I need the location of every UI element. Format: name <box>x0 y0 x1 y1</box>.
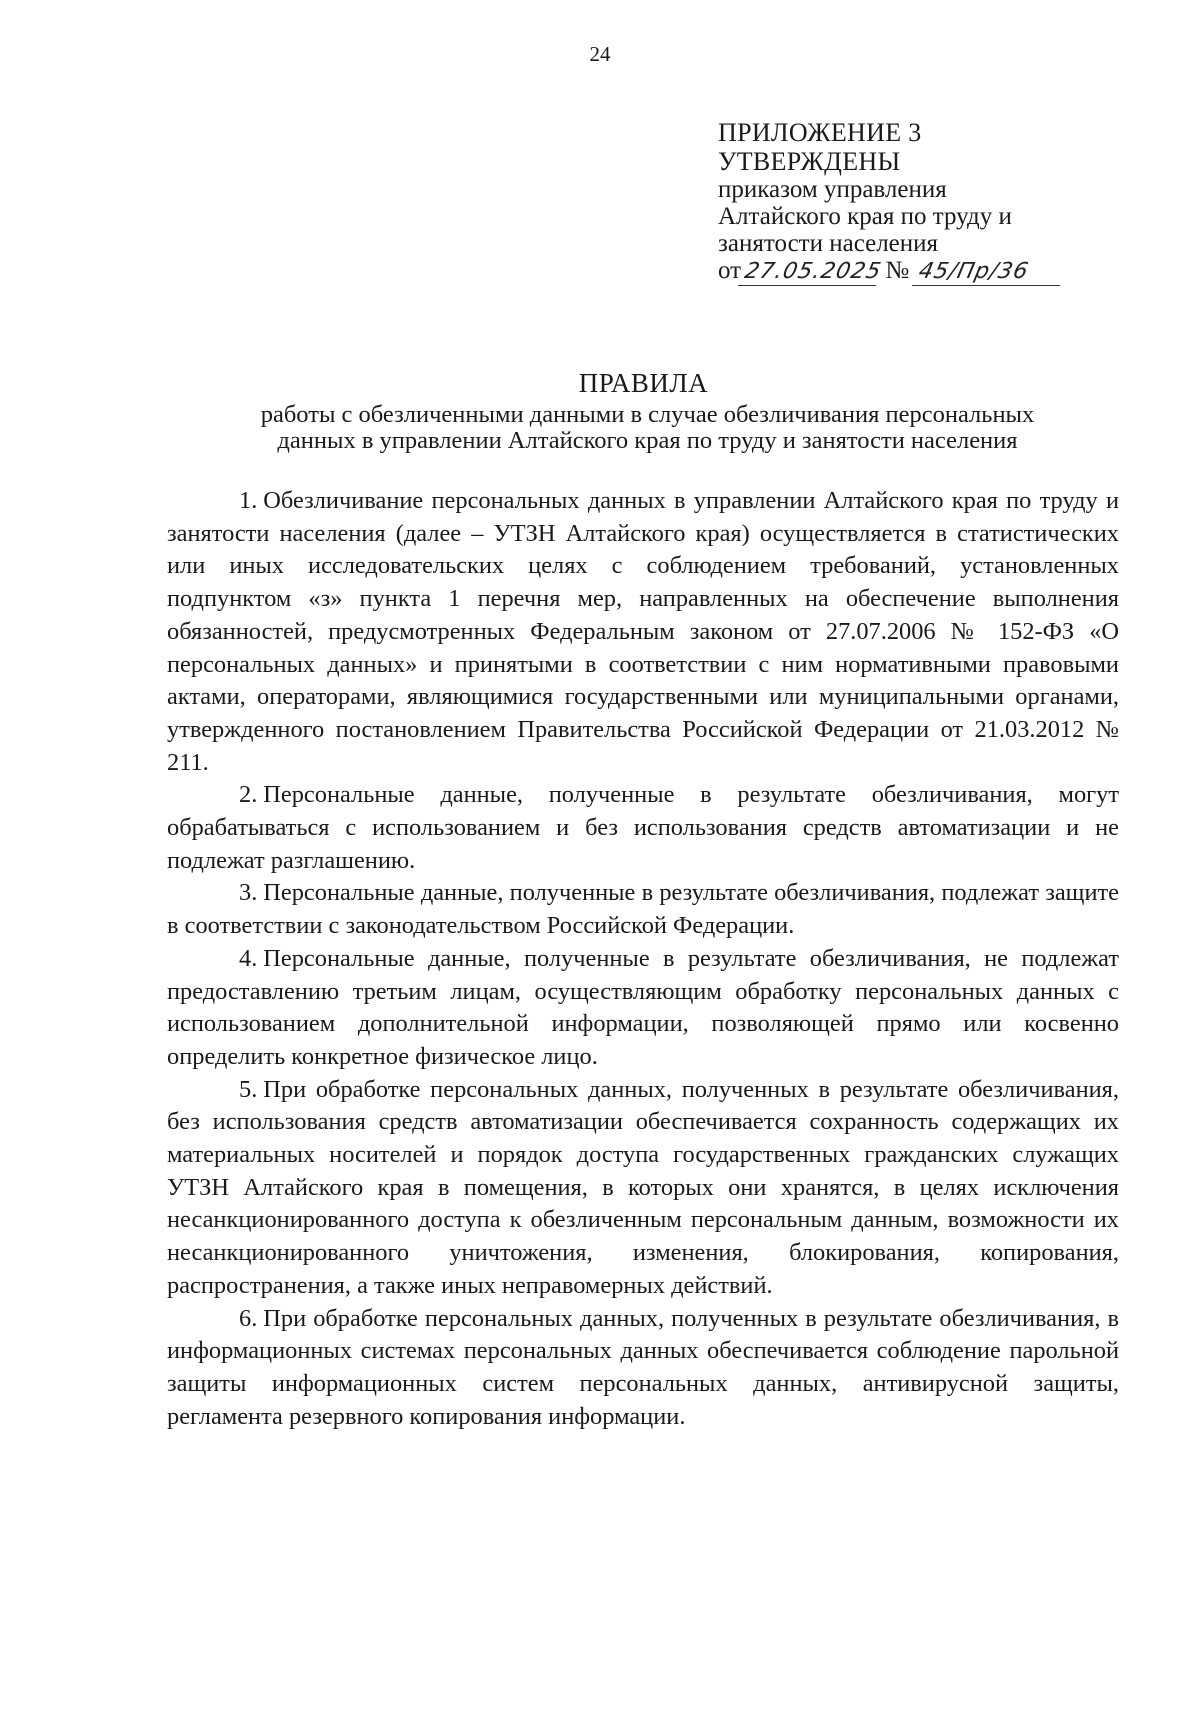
document-subtitle <box>150 402 1145 454</box>
number-prefix: № <box>885 257 910 284</box>
paragraph-number: 6. <box>239 1304 258 1332</box>
paragraph-4 <box>167 943 1119 1074</box>
appendix-label: ПРИЛОЖЕНИЕ 3 <box>718 118 922 147</box>
paragraph-number: 5. <box>239 1075 258 1103</box>
approval-line-1: приказом управления <box>718 176 947 203</box>
order-date-number <box>718 257 1138 286</box>
paragraph-3 <box>167 877 1119 942</box>
paragraph-6 <box>167 1303 1119 1434</box>
approved-label: УТВЕРЖДЕНЫ <box>718 147 901 176</box>
date-prefix: от <box>718 257 742 284</box>
page-number: 24 <box>589 42 611 66</box>
document-title: ПРАВИЛА <box>578 368 709 398</box>
handwritten-number: 45/Пр/36 <box>912 258 1066 286</box>
paragraph-text: Персональные данные, полученные в результате обезличивания, не подлежат предоставлению третьим лицам, осуществляющим обработку персональных данных с использованием дополнительной информации, позволяющей прямо или косвенно определить конкретное физическое лицо. <box>167 944 1119 1070</box>
approval-line-3: занятости населения <box>718 230 939 257</box>
subtitle-line-1: работы с обезличенными данными в случае обезличивания персональных <box>260 401 1035 428</box>
paragraph-number: 1. <box>239 487 258 514</box>
approval-line-2: Алтайского края по труду и <box>718 203 1012 230</box>
paragraph-text: Персональные данные, полученные в результате обезличивания, могут обрабатываться с использованием и без использования средств автоматизации и не подлежат разглашению. <box>167 781 1119 874</box>
paragraph-number: 3. <box>239 879 258 907</box>
paragraph-number: 2. <box>239 781 258 809</box>
document-body <box>167 485 1119 1433</box>
appendix-block <box>718 118 1138 286</box>
paragraph-2 <box>167 779 1119 877</box>
paragraph-text: Обезличивание персональных данных в управлении Алтайского края по труду и занятости населения (далее – УТЗН Алтайского края) осуществляется в статистических или иных исследовательских целях с соблюдением требований, установленных подпунктом «з» пункта 1 перечня мер, направленных на обеспечение выполнения обязанностей, предусмотренных Федеральным законом от 27.07.2006 № 152-ФЗ «О персональных данных» и принятыми в соответствии с ним нормативными правовыми актами, операторами, являющимися государственными или муниципальными органами, утвержденного постановлением Правительства Российской Федерации от 21.03.2012 № 211. <box>167 487 1119 776</box>
paragraph-5 <box>167 1074 1119 1303</box>
paragraph-text: При обработке персональных данных, полученных в результате обезличивания, в информационных системах персональных данных обеспечивается соблюдение парольной защиты информационных систем персональных данных, антивирусной защиты, регламента резервного копирования информации. <box>167 1304 1119 1430</box>
paragraph-number: 4. <box>239 944 258 972</box>
subtitle-line-2: данных в управлении Алтайского края по труду и занятости населения <box>277 427 1018 454</box>
paragraph-text: Персональные данные, полученные в результате обезличивания, подлежат защите в соответствии с законодательством Российской Федерации. <box>167 879 1119 940</box>
handwritten-date: 27.05.2025 <box>738 258 882 286</box>
paragraph-text: При обработке персональных данных, полученных в результате обезличивания, без использования средств автоматизации обеспечивается сохранность содержащих их материальных носителей и порядок доступа государственных гражданских служащих УТЗН Алтайского края в помещения, в которых они хранятся, в целях исключения несанкционированного доступа к обезличенным персональным данным, возможности их несанкционированного уничтожения, изменения, блокирования, копирования, распространения, а также иных неправомерных действий. <box>167 1075 1119 1299</box>
paragraph-1 <box>167 485 1119 779</box>
